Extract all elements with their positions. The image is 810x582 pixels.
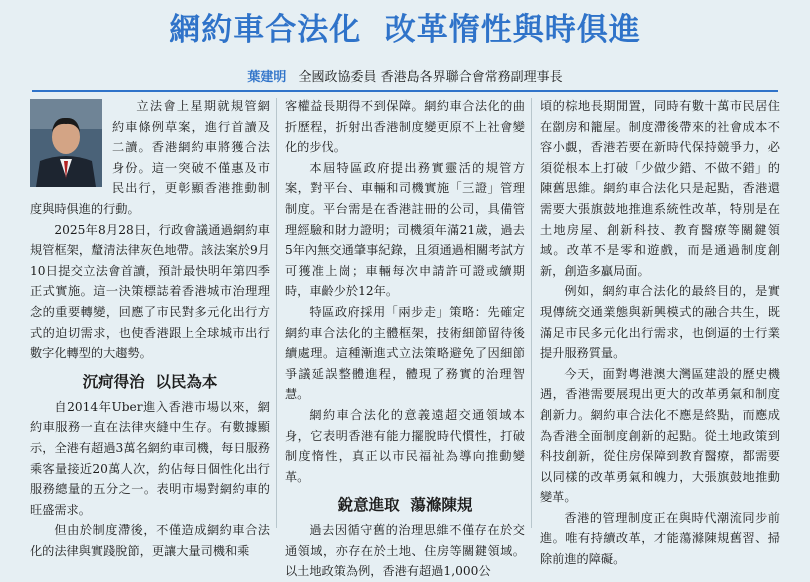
paragraph: 頃的棕地長期閒置，同時有數十萬市民居住在劏房和籠屋。制度滯後帶來的社會成本不容小覷，香港若要在新時代保持競爭力，必須從根本上打破「少做少錯、不做不錯」的陳舊思維。網約車合法化只是起點，香港還需要大張旗鼓地推進系統性改革，特別是在土地房屋、創新科技、教育醫療等關鍵領域。改革不是零和遊戲，而是通過制度創新，創造多贏局面。 (540, 99, 780, 278)
author-portrait-icon (30, 99, 102, 187)
column-2 (285, 96, 525, 582)
article-title: 網約車合法化 改革惰性與時俱進 (169, 12, 641, 48)
paragraph: 但由於制度滯後，不僅造成網約車合法化的法律與實踐脫節，更讓大量司機和乘 (30, 523, 270, 558)
paragraph: 特區政府採用「兩步走」策略：先確定網約車合法化的主體框架，技術細節留待後續處理。這種漸進式立法策略避免了因細節爭議延誤整體進程，體現了務實的治理智慧。 (285, 304, 525, 402)
paragraph: 網約車合法化的意義遠超交通領域本身，它表明香港有能力擺脫時代慣性，打破制度惰性，真正以市民福祉為導向推動變革。 (285, 407, 525, 484)
column-1 (30, 96, 270, 561)
paragraph: 自2014年Uber進入香港市場以來，網約車服務一直在法律夾縫中生存。有數據顯示，全港有超過3萬名網約車司機，每日服務乘客量接近20萬人次，約佔每日個性化出行服務總量的五分之一。表明市場對網約車的旺盛需求。 (30, 399, 270, 517)
paragraph: 立法會上星期就規管網約車條例草案，進行首讀及二讀。香港網約車將獲合法身份。這一突破不僅惠及市民出行，更彰顯香港推動制度與時俱進的行動。 (30, 99, 270, 216)
paragraph: 今天，面對粵港澳大灣區建設的歷史機遇，香港需要展現出更大的改革勇氣和制度創新力。網約車合法化不應是終點，而應成為香港全面制度創新的起點。從土地政策到科技創新，從住房保障到教育醫療，都需要以同樣的改革勇氣和魄力，大張旗鼓地推動變革。 (540, 366, 780, 505)
paragraph: 2025年8月28日，行政會議通過網約車規管框架，釐清法律灰色地帶。該法案於9月10日提交立法會首讀，預計最快明年第四季正式實施。這一決策標誌着香港城市治理理念的重要轉變，回應了市民對多元化出行方式的迫切需求，也使香港跟上全球城市出行數字化轉型的大趨勢。 (30, 222, 270, 361)
paragraph: 過去因循守舊的治理思維不僅存在於交通領域，亦存在於土地、住房等關鍵領域。以土地政策為例，香港有超過1,000公 (285, 523, 525, 579)
byline (0, 66, 810, 85)
column-divider (276, 98, 277, 528)
section-subhead: 沉疴得治 以民為本 (82, 372, 218, 391)
paragraph: 例如，網約車合法化的最終目的，是實現傳統交通業態與新興模式的融合共生，既滿足市民多元化出行需求，也倒逼的士行業提升服務質量。 (540, 284, 780, 361)
header-rule (32, 90, 778, 92)
paragraph: 香港的管理制度正在與時代潮流同步前進。唯有持續改革，才能蕩滌陳規舊習、掃除前進的障礙。 (540, 510, 780, 567)
column-3 (540, 96, 780, 570)
section-subhead: 銳意進取 蕩滌陳規 (337, 496, 473, 515)
author-name: 葉建明 (247, 70, 287, 85)
author-photo (30, 99, 102, 187)
paragraph: 本屆特區政府提出務實靈活的規管方案，對平台、車輛和司機實施「三證」管理制度。平台需是在香港註冊的公司，具備管理經驗和財力證明；司機須年滿21歲，過去5年內無交通肇事紀錄，且須通過相關考試方可獲准上崗；車輛每次申請許可證或續期時，車齡少於12年。 (285, 160, 525, 299)
paragraph: 客權益長期得不到保障。網約車合法化的曲折歷程，折射出香港制度變更原不上社會變化的步伐。 (285, 99, 525, 155)
author-title: 全國政協委員 香港島各界聯合會常務副理事長 (298, 70, 563, 85)
column-divider (531, 98, 532, 528)
